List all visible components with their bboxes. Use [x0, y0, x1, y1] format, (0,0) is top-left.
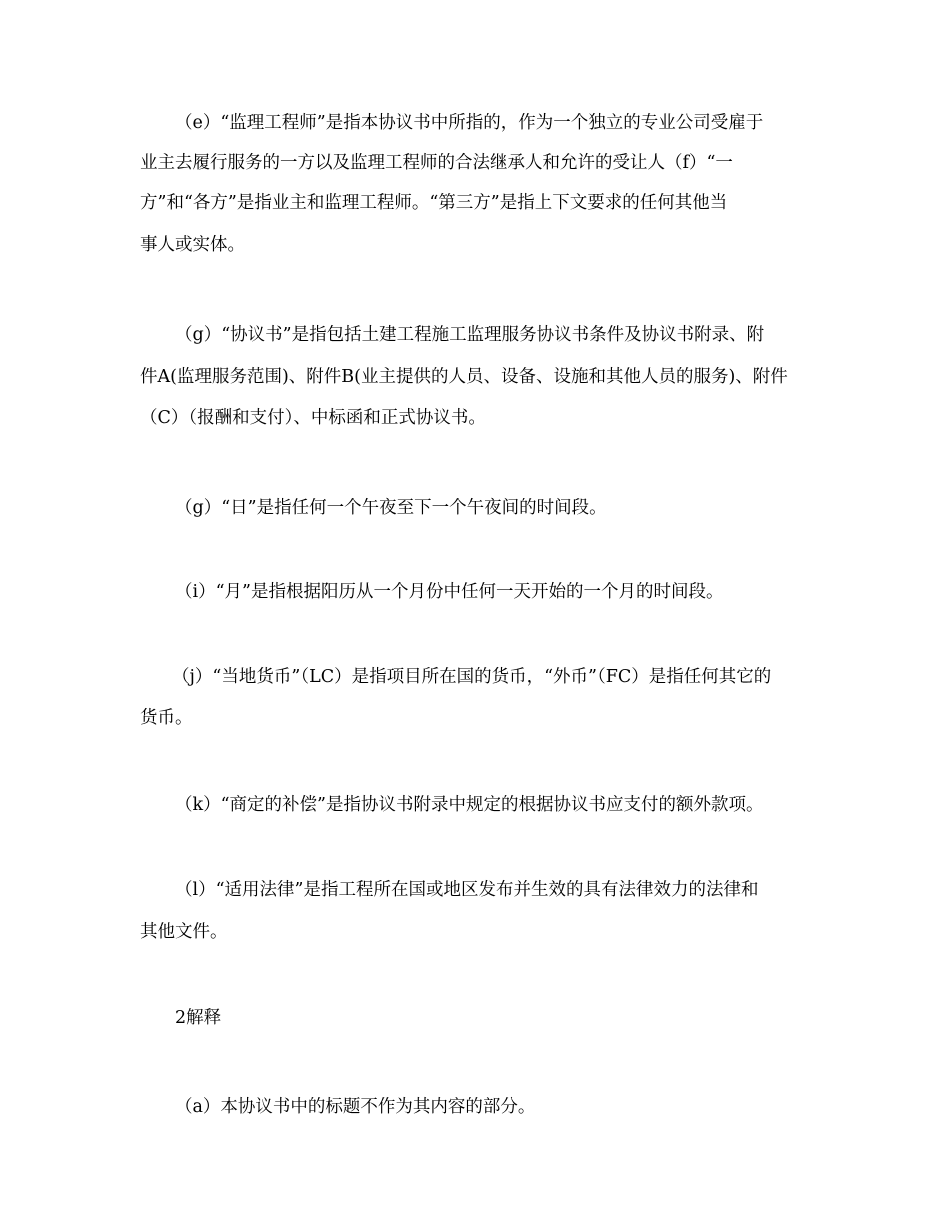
paragraph-g1-line-2: 件A(监理服务范围)、附件B(业主提供的人员、设备、设施和其他人员的服务)、附件	[140, 367, 788, 387]
paragraph-g2: （g）“日”是指任何一个午夜至下一个午夜间的时间段。	[175, 498, 607, 518]
paragraph-i: （i）“月”是指根据阳历从一个月份中任何一天开始的一个月的时间段。	[175, 582, 724, 602]
paragraph-e-line-1: （e）“监理工程师”是指本协议书中所指的，作为一个独立的专业公司受雇于	[175, 113, 764, 133]
paragraph-l-line-2: 其他文件。	[140, 922, 228, 942]
section-heading: 2解释	[175, 1008, 222, 1028]
paragraph-e-line-2: 业主去履行服务的一方以及监理工程师的合法继承人和允许的受让人（f）“一	[140, 153, 733, 173]
paragraph-e-line-4: 事人或实体。	[140, 235, 245, 255]
paragraph-a: （a）本协议书中的标题不作为其内容的部分。	[175, 1097, 536, 1117]
paragraph-j-line-2: 货币。	[140, 708, 193, 728]
paragraph-j-line-1: （j）“当地货币”（LC）是指项目所在国的货币，“外币”（FC）是指任何其它的	[172, 667, 772, 687]
paragraph-l-line-1: （l）“适用法律”是指工程所在国或地区发布并生效的具有法律效力的法律和	[175, 880, 759, 900]
paragraph-e-line-3: 方”和“各方”是指业主和监理工程师。“第三方”是指上下文要求的任何其他当	[140, 193, 728, 213]
paragraph-k: （k）“商定的补偿”是指协议书附录中规定的根据协议书应支付的额外款项。	[175, 795, 764, 815]
paragraph-g1-line-1: （g）“协议书”是指包括土建工程施工监理服务协议书条件及协议书附录、附	[175, 325, 765, 345]
paragraph-g1-line-3: （C）（报酬和支付）、中标函和正式协议书。	[140, 408, 486, 428]
